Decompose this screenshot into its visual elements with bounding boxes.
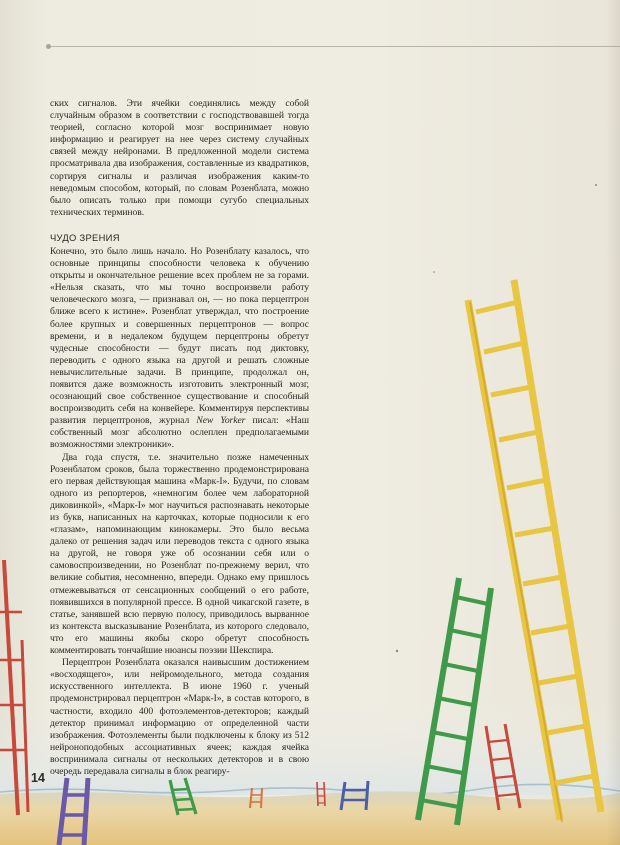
paragraph-2: Два года спустя, т.е. значительно позже намеченных Розенблатом сроков, была торжественно продемонстрирована его первая действующая машина «Марк-I». Будучи, по словам одного из репортеров, «немногим более чем лабораторной диковинкой», «Марк-I» мог научиться распознавать некоторые из букв, написанных на карточках, которые подносили к его «глазам», напоминающим кинокамеры. Это было весьма далеко от решения задач или переводов текста с одного языка на другой, не говоря уже об осознании себя или о самовоспроизведении, но Розенблат по-прежнему верил, что великие события, несомненно, впереди. Однако ему пришлось отмежевываться от сенсационных сообщений о его работе, появившихся в популярной прессе. В одной чикагской газете, в статье, занявшей всю первую полосу, приводилось вырванное из контекста высказывание Розенблата, из которого следовало, что его машины якобы скоро обретут способность комментировать тончайшие нюансы поэзии Шекспира. bbox=[50, 451, 309, 657]
sand-ground bbox=[0, 791, 620, 845]
paragraph-1 bbox=[50, 246, 309, 452]
top-rule bbox=[48, 46, 620, 47]
speck bbox=[595, 184, 597, 186]
paragraph-1-end: писал: «Наш собственный мозг абсолютно ослеплен предполагаемыми возможностями электроники». bbox=[50, 415, 309, 451]
top-rule-dot bbox=[46, 44, 51, 49]
paragraph-intro: ских сигналов. Эти ячейки соединялись между собой случайным образом в соответствии с господствовавшей тогда теорией, согласно которой мозг воспринимает новую информацию и реагирует на нее через систему случайных связей между нейронами. В предложенной модели система просматривала два изображения, составленные из квадратиков, сортируя сигналы и различая изображения каким-то неведомым способом, который, по словам Розенблата, можно было описать только при помощи сугубо специальных технических терминов. bbox=[50, 98, 309, 218]
page-number: 14 bbox=[31, 771, 45, 785]
magazine-name: New Yorker bbox=[196, 415, 246, 427]
gutter-shade bbox=[606, 0, 620, 845]
section-heading: ЧУДО ЗРЕНИЯ bbox=[50, 231, 120, 243]
speck bbox=[396, 650, 398, 652]
speck bbox=[433, 271, 435, 273]
article-column bbox=[50, 98, 309, 778]
paragraph-3: Перцептрон Розенблата оказался наивысшим достижением «восходящего», или нейромодельного, метода создания искусственного интеллекта. В июне 1960 г. ученый продемонстрировал перцептрон «Марк-I», в состав которого, в частности, входило 400 фотоэлементов-детекторов; каждый детектор принимал информацию от определенной части изображения. Фотоэлементы были подключены к блоку из 512 нейроноподобных ассоциативных ячеек; каждая ячейка воспринимала сигналы от нескольких детекторов и в свою очередь передавала сигналы в блок реагиру- bbox=[50, 657, 309, 777]
paragraph-1-start: Конечно, это было лишь начало. Но Розенблату казалось, что основные принципы способности человека к обучению открыты и окончательное решение всех проблем не за горами. «Нельзя сказать, что мы точно воспроизвели работу человеческого мозга, — признавал он, — но пока перцептрон ближе всего к истине». Розенблат утверждал, что построение более крупных и совершенных перцептронов — вопрос времени, и в недалеком будущем перцептроны обретут чудесные способности — будут писать под диктовку, переводить с одного языка на другой и решать сложные невычислительные задачи. В принципе, продолжал он, появится даже возможность изготовить электронный мозг, осознающий свое собственное существование и способный воспроизводить себя на конвейере. Комментируя перспективы развития перцептронов, журнал bbox=[50, 245, 309, 427]
